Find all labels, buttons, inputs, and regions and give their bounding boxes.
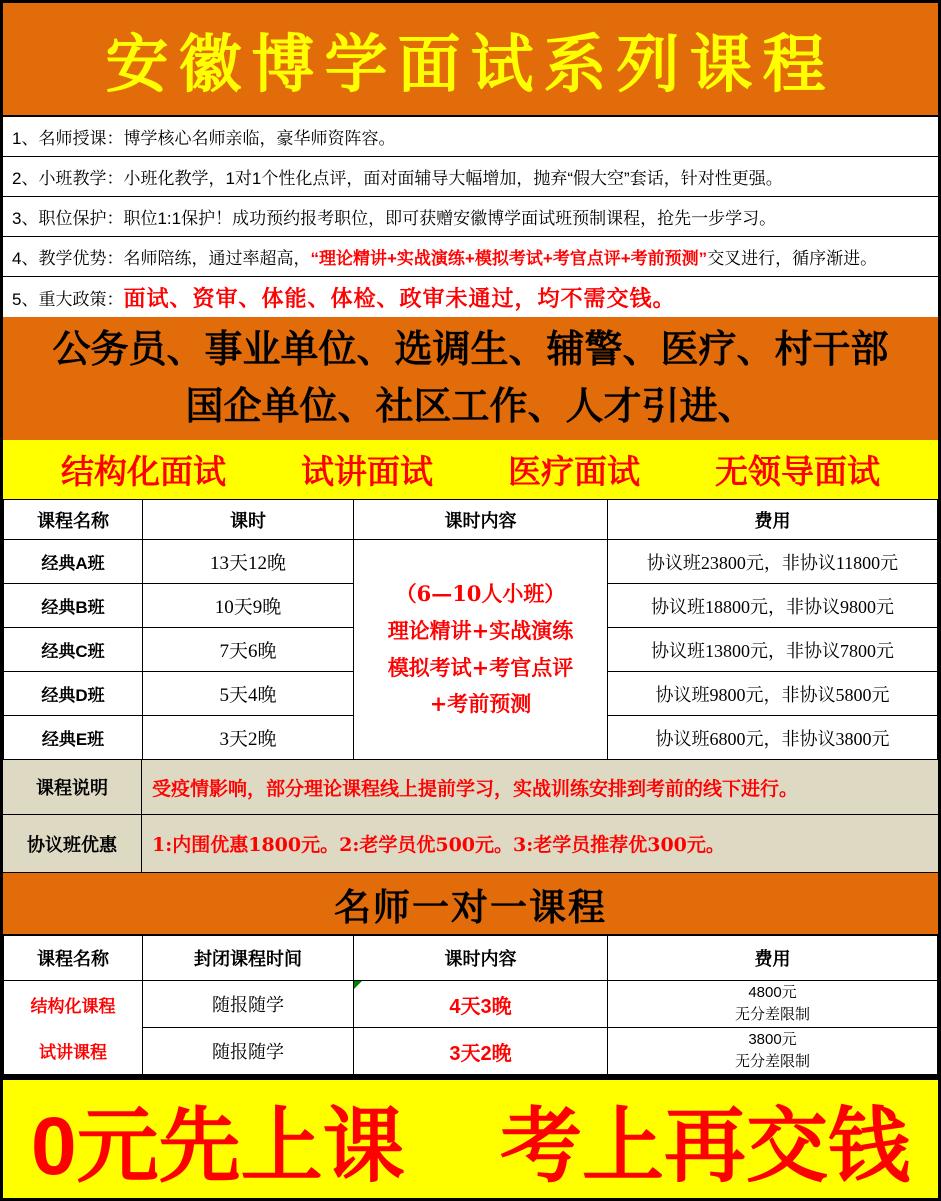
fee-condition: 无分差限制	[734, 1053, 810, 1070]
audience-banner	[3, 317, 938, 440]
slogan-left: 0元先上课	[31, 1100, 405, 1192]
col-header-content: 课时内容	[354, 500, 608, 540]
table-row	[4, 1028, 938, 1075]
course-content-cell	[354, 540, 608, 760]
course-name: 经典A班	[4, 540, 143, 584]
note-label: 协议班优惠	[3, 815, 142, 872]
one-on-one-banner	[3, 873, 938, 935]
feature-row-5	[3, 277, 938, 317]
note-row-course-description	[3, 760, 938, 815]
table-row	[4, 981, 938, 1028]
course-duration: 3天2晚	[143, 716, 354, 760]
course-duration: 7天6晚	[143, 628, 354, 672]
course-fee: 协议班9800元，非协议5800元	[608, 672, 938, 716]
one-on-one-table	[3, 935, 938, 1075]
audience-line-1: 公务员、事业单位、选调生、辅警、医疗、村干部	[52, 328, 889, 371]
course-duration-text: 4天3晚	[449, 995, 512, 1018]
interview-type: 无领导面试	[715, 453, 880, 490]
feature-lead: 1、名师授课：	[12, 129, 124, 148]
col-header-schedule: 封闭课程时间	[143, 936, 354, 981]
feature-highlight: 面试、资审、体能、体检、政审未通过，均不需交钱。	[123, 285, 676, 312]
course-duration	[354, 981, 608, 1028]
note-row-discount	[3, 815, 938, 873]
col-header-course-name: 课程名称	[4, 500, 143, 540]
course-fee	[608, 1028, 938, 1075]
course-duration	[354, 1028, 608, 1075]
note-label: 课程说明	[3, 760, 142, 814]
feature-tail: 交叉进行，循序渐进。	[707, 249, 878, 268]
col-header-hours: 课时	[143, 500, 354, 540]
one-on-one-title: 名师一对一课程	[334, 886, 607, 928]
interview-type: 医疗面试	[508, 453, 640, 490]
header-banner	[3, 3, 938, 117]
feature-lead: 4、教学优势：	[12, 249, 124, 268]
feature-text: 职位1:1保护！成功预约报考职位，即可获赠安徽博学面试班预制课程，抢先一步学习。	[123, 209, 777, 228]
course-duration: 13天12晚	[143, 540, 354, 584]
table-row	[4, 540, 938, 584]
feature-lead: 5、重大政策：	[12, 289, 124, 309]
feature-text: 小班化教学，1对1个性化点评，面对面辅导大幅增加，抛弃“假大空”套话，针对性更强。	[123, 169, 783, 188]
course-fee: 协议班13800元，非协议7800元	[608, 628, 938, 672]
fee-condition: 无分差限制	[734, 1006, 810, 1023]
feature-row-2	[3, 157, 938, 197]
course-fee: 协议班23800元，非协议11800元	[608, 540, 938, 584]
course-name: 试讲课程	[39, 1043, 107, 1062]
fee-amount: 3800元	[748, 1030, 797, 1048]
course-name: 结构化课程	[30, 997, 116, 1016]
merged-course-names	[4, 981, 143, 1075]
col-header-fee: 费用	[608, 500, 938, 540]
col-header-content: 课时内容	[354, 936, 608, 981]
course-schedule: 随报随学	[143, 1028, 354, 1075]
course-fee: 协议班18800元，非协议9800元	[608, 584, 938, 628]
interview-types-banner	[3, 440, 938, 499]
page-title: 安徽博学面试系列课程	[105, 26, 836, 101]
course-schedule: 随报随学	[143, 981, 354, 1028]
course-duration: 5天4晚	[143, 672, 354, 716]
col-header-fee: 费用	[608, 936, 938, 981]
course-name: 经典C班	[4, 628, 143, 672]
note-text: 1:内围优惠1800元。2:老学员优500元。3:老学员推荐优300元。	[152, 834, 725, 856]
course-duration-text: 3天2晚	[449, 1042, 512, 1065]
content-line: 模拟考试+考官点评	[387, 654, 574, 680]
course-fee: 协议班6800元，非协议3800元	[608, 716, 938, 760]
course-duration: 10天9晚	[143, 584, 354, 628]
content-line: （6—10人小班）	[395, 581, 566, 606]
table-header-row	[4, 936, 938, 981]
content-line: 理论精讲+实战演练	[387, 617, 574, 643]
feature-text: 博学核心名师亲临，豪华师资阵容。	[123, 129, 396, 148]
cell-corner-marker-icon	[354, 981, 362, 989]
interview-type: 试讲面试	[301, 453, 433, 490]
interview-type: 结构化面试	[61, 453, 226, 490]
feature-lead: 2、小班教学：	[12, 169, 124, 188]
slogan-banner	[3, 1075, 938, 1198]
course-fee	[608, 981, 938, 1028]
feature-text: 名师陪练，通过率超高，	[123, 249, 311, 268]
feature-lead: 3、职位保护：	[12, 209, 124, 228]
table-header-row	[4, 500, 938, 540]
fee-amount: 4800元	[748, 983, 797, 1001]
note-text: 受疫情影响，部分理论课程线上提前学习，实战训练安排到考前的线下进行。	[152, 777, 799, 800]
content-line: +考前预测	[429, 691, 532, 717]
feature-highlight: “理论精讲+实战演练+模拟考试+考官点评+考前预测”	[310, 249, 708, 268]
course-name: 经典E班	[4, 716, 143, 760]
slogan-right: 考上再交钱	[499, 1100, 910, 1192]
feature-row-3	[3, 197, 938, 237]
course-name: 经典D班	[4, 672, 143, 716]
feature-list	[3, 117, 938, 317]
course-table	[3, 499, 938, 760]
audience-line-2: 国企单位、社区工作、人才引进、	[185, 385, 756, 428]
feature-row-1	[3, 117, 938, 157]
feature-row-4	[3, 237, 938, 277]
course-name: 经典B班	[4, 584, 143, 628]
col-header-course-name: 课程名称	[4, 936, 143, 981]
